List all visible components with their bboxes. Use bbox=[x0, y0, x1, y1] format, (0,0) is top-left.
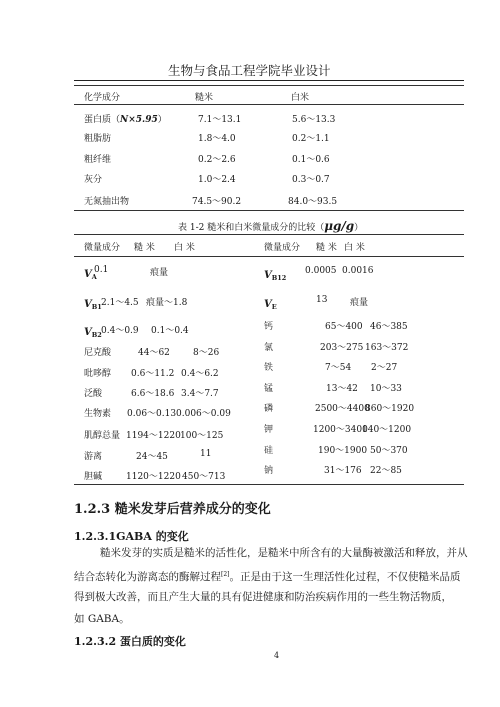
table2-right-label: 磷 bbox=[264, 404, 274, 414]
table2-left-header-white: 白 米 bbox=[174, 243, 195, 253]
table2-left-white: 0.4～6.2 bbox=[181, 369, 219, 379]
table2-right-header-brown: 糙 米 bbox=[316, 243, 337, 253]
table2-right-label: 氯 bbox=[264, 343, 274, 353]
table1-cell-white: 0.3～0.7 bbox=[292, 175, 330, 185]
table2-right-brown: 2500～4400 bbox=[315, 404, 370, 414]
table2-left-header-name: 微量成分 bbox=[84, 243, 121, 253]
table2-left-white: 痕量～1.8 bbox=[146, 298, 188, 308]
table2-left-white: 3.4～7.7 bbox=[181, 389, 219, 399]
protein-label: 蛋白质 bbox=[84, 115, 112, 125]
table1-cell-brown: 74.5～90.2 bbox=[192, 197, 242, 207]
table2-left-label: 吡哆醇 bbox=[84, 369, 112, 379]
page-header-title: 生物与食品工程学院毕业设计 bbox=[168, 63, 331, 78]
table2-right-brown: 1200～3400 bbox=[313, 425, 368, 435]
table1-header-rule bbox=[74, 104, 464, 105]
header-rule bbox=[74, 80, 464, 81]
table2-left-label: 尼克酸 bbox=[84, 348, 112, 358]
vitamin-subscript: E bbox=[271, 303, 277, 311]
table2-left-white: 痕量 bbox=[150, 268, 169, 278]
table2-left-label: 泛酸 bbox=[84, 389, 103, 399]
subsection-heading-protein: 1.2.3.2 蛋白质的变化 bbox=[74, 635, 186, 648]
table2-right-white: 860～1920 bbox=[365, 404, 415, 414]
table2-left-white: 11 bbox=[200, 449, 212, 459]
table1-cell-brown: 0.2～2.6 bbox=[198, 155, 236, 165]
table2-right-white: 46～385 bbox=[370, 322, 408, 332]
table2-left-white: 8～26 bbox=[193, 348, 220, 358]
table2-right-label bbox=[264, 263, 286, 282]
table2-right-brown: 190～1900 bbox=[318, 446, 368, 456]
table2-left-label: 游离 bbox=[84, 452, 103, 462]
table2-left-label bbox=[84, 292, 102, 311]
table2-right-label: 钙 bbox=[264, 322, 274, 332]
table2-left-brown: 0.06～0.13 bbox=[127, 409, 177, 419]
vitamin-symbol: V bbox=[264, 270, 272, 281]
table2-caption-close: ） bbox=[354, 223, 364, 233]
table2-right-white: 2～27 bbox=[371, 363, 398, 373]
table1-cell-brown: 1.0～2.4 bbox=[198, 175, 236, 185]
table2-right-white: 140～1200 bbox=[362, 425, 412, 435]
table2-right-white: 0.0016 bbox=[342, 266, 374, 276]
table2-right-label: 铁 bbox=[264, 363, 274, 373]
table2-right-brown: 203～275 bbox=[320, 343, 364, 353]
paragraph-line bbox=[74, 564, 461, 588]
paragraph-line: 糙米发芽的实质是糙米的活性化，是糙米中所含有的大量酶被激活和释放，并从 bbox=[100, 547, 468, 559]
table2-left-brown: 0.6～11.2 bbox=[131, 369, 175, 379]
table2-right-brown: 7～54 bbox=[325, 363, 352, 373]
table2-right-brown: 31～176 bbox=[324, 466, 362, 476]
table2-right-label: 硅 bbox=[264, 446, 274, 456]
table2-right-brown: 13～42 bbox=[326, 384, 358, 394]
vitamin-subscript: A bbox=[91, 273, 97, 281]
table1-bottom-rule bbox=[74, 210, 464, 211]
table2-left-white: 0.1～0.4 bbox=[151, 326, 189, 336]
table1-cell-white: 84.0～93.5 bbox=[288, 197, 338, 207]
citation-link[interactable]: [2] bbox=[221, 571, 230, 578]
vitamin-symbol: V bbox=[264, 299, 272, 310]
table2-left-brown: 44～62 bbox=[138, 348, 170, 358]
table2-right-label: 钠 bbox=[264, 466, 274, 476]
table2-right-white: 22～85 bbox=[370, 466, 402, 476]
table2-left-white: 450～713 bbox=[182, 472, 226, 482]
table2-left-label bbox=[84, 320, 102, 339]
table2-right-label bbox=[264, 292, 277, 311]
table1-cell-brown: 1.8～4.0 bbox=[198, 134, 236, 144]
vitamin-symbol: V bbox=[84, 269, 92, 280]
table2-left-label: 生物素 bbox=[84, 409, 112, 419]
table2-left-white: 100～125 bbox=[180, 431, 224, 441]
table2-bottom-rule bbox=[74, 484, 464, 485]
table2-header-rule bbox=[74, 256, 464, 257]
table1-header-component: 化学成分 bbox=[84, 93, 121, 103]
vitamin-subscript: B1 bbox=[91, 303, 102, 311]
table2-right-label: 锰 bbox=[264, 384, 274, 394]
table2-left-white: 0.006～0.09 bbox=[176, 409, 231, 419]
table2-left-brown: 2.1～4.5 bbox=[101, 298, 139, 308]
paragraph-line: 如 GABA。 bbox=[74, 613, 130, 625]
table1-row-name: 粗脂肪 bbox=[84, 134, 112, 144]
table2-right-white: 10～33 bbox=[370, 384, 402, 394]
vitamin-subscript: B2 bbox=[91, 331, 102, 339]
table2-left-brown: 6.6～18.6 bbox=[131, 389, 175, 399]
paragraph-text: 。正是由于这一生理活性化过程，不仅使糙米品质 bbox=[229, 571, 461, 583]
table2-right-label: 钾 bbox=[264, 425, 274, 435]
paragraph-text: 结合态转化为游离态的酶解过程 bbox=[74, 571, 221, 583]
table2-right-white: 痕量 bbox=[350, 298, 369, 308]
table2-left-brown: 1194～1220 bbox=[126, 431, 181, 441]
table2-right-header-name: 微量成分 bbox=[264, 243, 301, 253]
table2-caption-text: 表 1-2 糙米和白米微量成分的比较（ bbox=[178, 223, 325, 233]
table1-row-name: 灰分 bbox=[84, 175, 103, 185]
table2-right-brown: 65～400 bbox=[325, 322, 363, 332]
table2-top-rule bbox=[74, 234, 464, 235]
table2-caption-unit: μg/g bbox=[324, 219, 355, 233]
table2-right-brown: 0.0005 bbox=[305, 266, 337, 276]
table2-left-brown: 1120～1220 bbox=[126, 472, 181, 482]
table2-left-header-brown: 糙 米 bbox=[134, 243, 155, 253]
table1-header-white: 白米 bbox=[291, 93, 310, 103]
vitamin-symbol: V bbox=[84, 299, 92, 310]
table1-row-name: 蛋白质（N×5.95） bbox=[84, 115, 167, 125]
table1-cell-white: 0.1～0.6 bbox=[292, 155, 330, 165]
table1-cell-white: 5.6～13.3 bbox=[292, 115, 336, 125]
table1-header-brown: 糙米 bbox=[195, 93, 214, 103]
table2-left-label: 肌醇总量 bbox=[84, 431, 121, 441]
table2-left-brown: 24～45 bbox=[136, 452, 168, 462]
table2-right-brown: 13 bbox=[316, 295, 328, 305]
protein-factor-note: N×5.95 bbox=[120, 115, 158, 125]
vitamin-symbol: V bbox=[84, 327, 92, 338]
vitamin-subscript: B12 bbox=[271, 274, 287, 282]
section-heading: 1.2.3 糙米发芽后营养成分的变化 bbox=[74, 502, 271, 517]
table2-caption bbox=[178, 219, 363, 233]
subsection-heading-gaba: 1.2.3.1GABA 的变化 bbox=[74, 530, 189, 543]
table2-left-brown: 0.4～0.9 bbox=[101, 326, 139, 336]
table1-cell-white: 0.2～1.1 bbox=[292, 134, 330, 144]
paragraph-line: 得到极大改善，而且产生大量的具有促进健康和防治疾病作用的一些生物活物质， bbox=[74, 591, 452, 603]
table1-cell-brown: 7.1～13.1 bbox=[198, 115, 242, 125]
table1-row-name: 无氮抽出物 bbox=[84, 197, 130, 207]
table2-right-white: 50～370 bbox=[370, 446, 408, 456]
table2-left-label: 胆碱 bbox=[84, 472, 103, 482]
table2-right-white: 163～372 bbox=[365, 343, 409, 353]
table1-row-name: 粗纤维 bbox=[84, 155, 112, 165]
table1-top-rule bbox=[74, 85, 464, 86]
page-number: 4 bbox=[274, 651, 280, 660]
table2-right-header-white: 白 米 bbox=[344, 243, 365, 253]
table2-left-brown: 0.1 bbox=[94, 265, 109, 275]
